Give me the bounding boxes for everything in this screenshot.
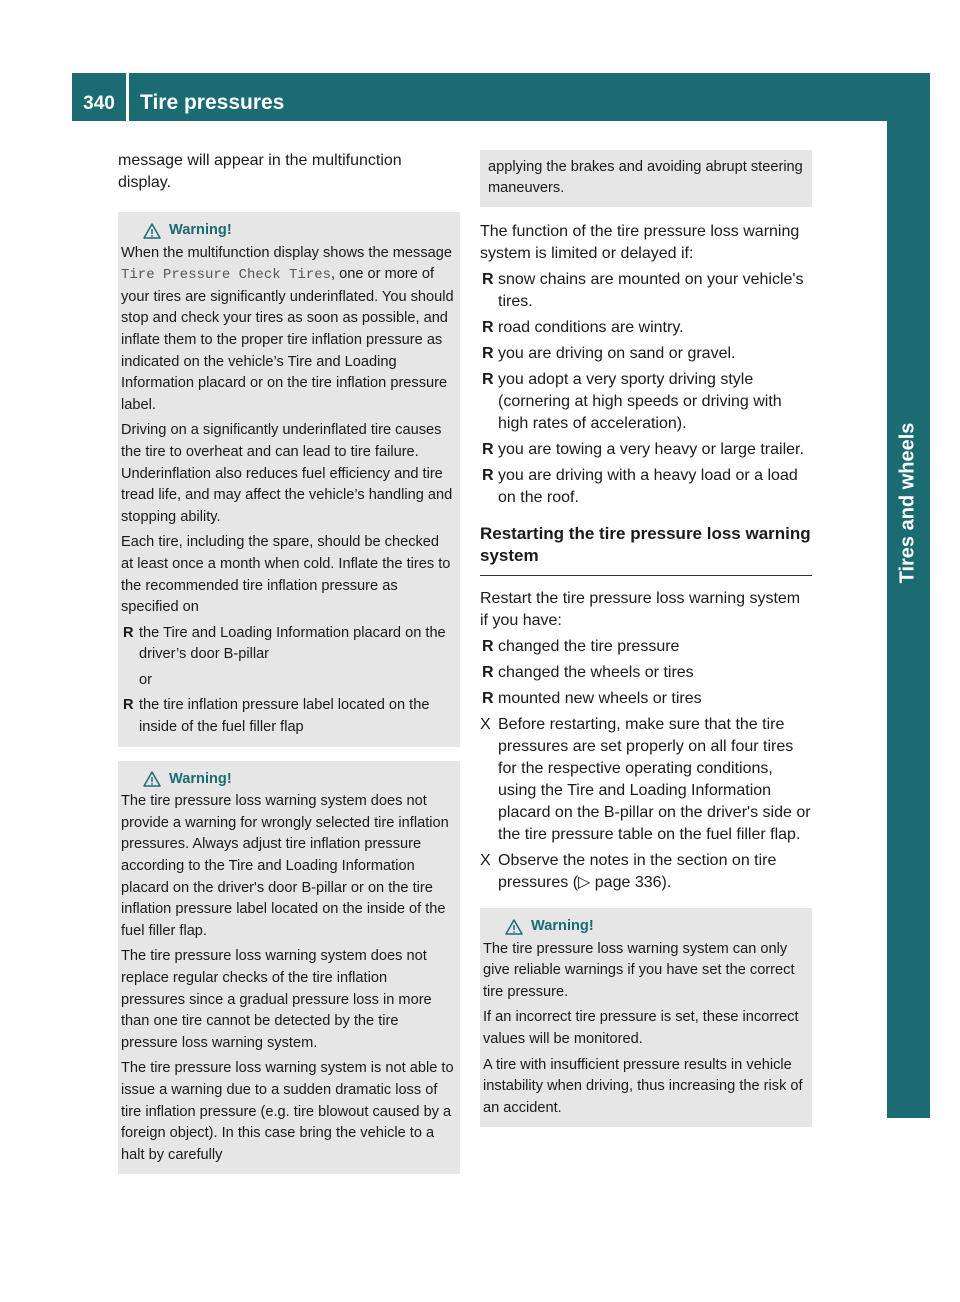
section-heading: Restarting the tire pressure loss warning system [480, 523, 812, 576]
warning-paragraph: The tire pressure loss warning system does not provide a warning for wrongly selected tire inflation pressures. Always adjust tire inflation pressure according to the Tire and Loading Information placard on the driver's door B-pillar or on the tire inflation pressure label located on the inside of the fuel filler flap. [121, 793, 449, 939]
warning-box-2 [118, 761, 460, 1175]
bullet-icon: R [123, 697, 134, 714]
list-item: R snow chains are mounted on your vehicle's tires. [482, 271, 804, 310]
bullet-icon: R [482, 371, 494, 388]
list-item: R the Tire and Loading Information placard on the driver’s door B-pillar [123, 624, 446, 663]
warning-paragraph: The tire pressure loss warning system does not replace regular checks of the tire inflation pressures since a gradual pressure loss in more than one tire cannot be detected by the tire pressure loss warning system. [121, 948, 432, 1051]
bullet-icon: R [482, 319, 494, 336]
page-reference[interactable]: Observe the notes in the section on tire pressures (▷ page 336). [498, 852, 777, 891]
instruction-steps [480, 714, 812, 894]
list-item: R you are driving on sand or gravel. [480, 343, 812, 365]
warning-paragraph: The tire pressure loss warning system can only give reliable warnings if you have set the correct tire pressure. [483, 940, 795, 1000]
header-divider [126, 73, 129, 121]
list-item: R changed the wheels or tires [480, 662, 812, 684]
step-arrow-icon: X [480, 716, 491, 733]
warning-heading: Warning! [121, 220, 454, 242]
restart-intro: Restart the tire pressure loss warning system if you have: [480, 590, 801, 629]
warning-paragraph: Each tire, including the spare, should be checked at least once a month when cold. Inflate the tires to the recommended tire inflation pressure as specified on [121, 534, 451, 616]
list-item: R you adopt a very sporty driving style (cornering at high speeds or driving with high rates of acceleration). [482, 371, 782, 432]
bullet-icon: R [482, 345, 494, 362]
intro-text: message will appear in the multifunction display. [118, 152, 402, 191]
warning-paragraph: When the multifunction display shows the message Tire Pressure Check Tires, one or more of your tires are significantly underinflated. You should stop and check your tires as soon as possible, and inflate them to the proper tire inflation pressure as indicated on the vehicle’s Tire and Loading Information placard or on the tire inflation pressure label. [121, 244, 454, 413]
bullet-icon: R [482, 271, 494, 288]
list-item: R changed the tire pressure [480, 636, 812, 658]
list-item: R the tire inflation pressure label located on the inside of the fuel filler flap [123, 697, 430, 736]
bullet-icon: R [482, 441, 494, 458]
display-message-code: Tire Pressure Check Tires [121, 267, 332, 284]
restart-list [480, 636, 812, 710]
list-item: R mounted new wheels or tires [480, 688, 812, 710]
limited-list [480, 269, 812, 509]
warning-triangle-icon [143, 223, 161, 239]
step-arrow-icon: X [480, 852, 491, 869]
warning-box-3 [480, 908, 812, 1127]
chapter-side-tab [887, 73, 930, 1118]
list-item: R road conditions are wintry. [480, 317, 812, 339]
warning-paragraph: A tire with insufficient pressure results in vehicle instability when driving, thus increasing the risk of an accident. [483, 1056, 803, 1116]
chapter-label: Tires and wheels [896, 422, 919, 584]
warning-paragraph: applying the brakes and avoiding abrupt steering maneuvers. [488, 159, 803, 196]
bullet-icon: R [482, 638, 494, 655]
right-column [480, 150, 812, 1127]
warning-triangle-icon [143, 771, 161, 787]
warning-paragraph: Driving on a significantly underinflated tire causes the tire to overheat and can lead to tire failure. Underinflation also reduces fuel efficiency and tire tread life, and may affect the vehicle’s handling and stopping ability. [121, 422, 453, 525]
instruction-step [480, 850, 812, 894]
or-separator: or [139, 671, 152, 688]
page-header [72, 73, 887, 121]
list-item: R you are driving with a heavy load or a load on the roof. [482, 467, 798, 506]
warning-paragraph: If an incorrect tire pressure is set, these incorrect values will be monitored. [483, 1009, 799, 1047]
bullet-icon: R [482, 664, 494, 681]
bullet-icon: R [482, 690, 494, 707]
limited-intro: The function of the tire pressure loss warning system is limited or delayed if: [480, 223, 800, 262]
instruction-step: X Before restarting, make sure that the tire pressures are set properly on all four tires for the respective operating conditions, using the Tire and Loading Information placard on the B-pillar on the driver's side or the tire pressure table on the fuel filler flap. [480, 716, 811, 843]
warning-triangle-icon [505, 919, 523, 935]
page-title: Tire pressures [140, 91, 285, 114]
bullet-icon: R [482, 467, 494, 484]
warning-heading: Warning! [121, 769, 454, 791]
list-item: R you are towing a very heavy or large trailer. [480, 439, 812, 461]
warning-box-continued [480, 150, 812, 207]
page-number: 340 [83, 93, 115, 114]
warning-heading: Warning! [483, 916, 806, 938]
warning-box-1 [118, 212, 460, 747]
bullet-icon: R [123, 624, 134, 641]
warning-paragraph: The tire pressure loss warning system is not able to issue a warning due to a sudden dramatic loss of tire inflation pressure (e.g. tire blowout caused by a foreign object). In this case bring the vehicle to a halt by carefully [121, 1060, 454, 1163]
left-column [118, 150, 460, 1174]
